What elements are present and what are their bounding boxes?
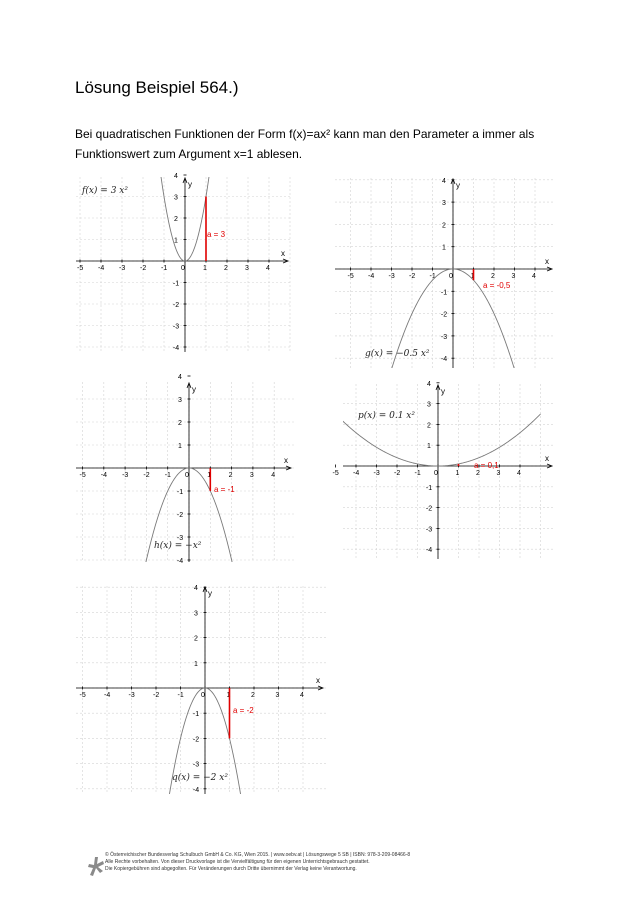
x-tick-label: 4 <box>266 265 270 272</box>
x-tick-label: -1 <box>414 470 421 477</box>
plot-f-x-axis-label: x <box>281 249 285 258</box>
y-tick-label: -1 <box>425 484 433 492</box>
y-tick-label: -3 <box>440 333 448 341</box>
y-tick-label: 1 <box>427 443 431 451</box>
y-tick-label: -4 <box>172 345 180 352</box>
x-tick-label: 4 <box>271 472 276 479</box>
x-tick-label: -2 <box>153 692 160 699</box>
x-tick-label: -3 <box>122 472 129 479</box>
y-tick-label: -1 <box>172 280 180 288</box>
x-tick-label: 0 <box>185 472 189 479</box>
plot-h-function-label: h(x) = −x² <box>154 541 202 551</box>
y-tick-label: 3 <box>174 194 178 202</box>
x-tick-label: -1 <box>177 692 184 699</box>
x-tick-label: 2 <box>491 273 495 280</box>
plot-p <box>332 380 555 559</box>
plot-p-x-axis-label: x <box>545 454 549 463</box>
y-tick-label: 1 <box>174 237 178 245</box>
x-tick-label: -4 <box>104 692 111 699</box>
y-tick-label: 4 <box>194 585 198 593</box>
footer-line-2: Alle Rechte vorbehalten. Von dieser Druckvorlage ist die Vervielfältigung für den eigenen Unterrichtsgebrauch gestattet. <box>105 859 370 865</box>
x-tick-label: 2 <box>251 692 255 699</box>
x-tick-label: 1 <box>226 692 231 699</box>
x-tick-label: 0 <box>181 265 185 272</box>
x-tick-label: -1 <box>164 472 171 479</box>
x-tick-label: 3 <box>245 265 249 272</box>
y-tick-label: 3 <box>178 397 182 404</box>
footer-line-3: Die Kopiergebühren sind abgegolten. Für Veränderungen durch Dritte übernimmt der Verlag keine Verantwortung. <box>105 866 357 872</box>
plot-p-function-label: p(x) = 0.1 x² <box>358 411 415 421</box>
x-tick-label: 0 <box>434 470 438 477</box>
plot-g-function-label: g(x) = −0.5 x² <box>365 349 430 359</box>
y-tick-label: -4 <box>176 558 184 565</box>
plot-f-y-axis-label: y <box>188 180 192 189</box>
y-tick-label: -2 <box>192 736 200 744</box>
y-tick-label: 2 <box>178 420 182 427</box>
x-tick-label: -4 <box>368 273 375 280</box>
plot-p-y-axis-label: y <box>441 387 445 396</box>
x-tick-label: -2 <box>409 273 416 280</box>
x-tick-label: 4 <box>300 692 304 699</box>
x-tick-label: -1 <box>429 273 436 280</box>
x-tick-label: -5 <box>79 472 86 479</box>
y-tick-label: -2 <box>176 512 184 519</box>
plot-q-x-axis-label: x <box>316 676 320 685</box>
y-tick-label: 1 <box>178 443 182 450</box>
plot-q-y-axis-label: y <box>208 589 212 598</box>
y-tick-label: 3 <box>427 401 431 409</box>
y-tick-label: 4 <box>427 380 431 388</box>
x-tick-label: 3 <box>496 470 501 477</box>
x-tick-label: -2 <box>143 472 150 479</box>
footer-line-1: © Österreichischer Bundesverlag Schulbuch GmbH & Co. KG, Wien 2015. | www.oebv.at | Lösungswege 5 SB | ISBN: 978-3-209-08466-8 <box>105 852 411 858</box>
x-tick-label: -3 <box>128 692 135 699</box>
y-tick-label: 3 <box>194 610 198 618</box>
y-tick-label: -1 <box>192 711 200 719</box>
y-tick-label: -3 <box>192 761 200 769</box>
plot-h-a-label: a = -1 <box>214 485 235 494</box>
x-tick-label: 1 <box>203 265 207 272</box>
y-tick-label: -1 <box>440 289 448 297</box>
y-tick-label: 2 <box>174 216 178 223</box>
y-tick-label: -4 <box>425 547 433 555</box>
plot-h <box>76 374 294 565</box>
plot-g-x-axis-label: x <box>545 257 549 266</box>
x-tick-label: -4 <box>100 472 108 479</box>
y-tick-label: -2 <box>440 311 448 319</box>
y-tick-label: 2 <box>194 635 198 643</box>
x-tick-label: -2 <box>140 265 147 272</box>
plot-q <box>76 586 326 794</box>
y-tick-label: -2 <box>172 302 180 309</box>
x-tick-label: 3 <box>249 472 254 479</box>
y-tick-label: -1 <box>176 489 184 496</box>
intro-text: Bei quadratischen Funktionen der Form f(x)=ax² kann man den Parameter a immer als Funktionswert zum Argument x=1 ablesen. <box>75 127 535 161</box>
y-tick-label: 2 <box>427 422 431 430</box>
y-tick-label: 1 <box>442 244 446 252</box>
x-tick-label: 3 <box>511 273 516 280</box>
y-tick-label: 3 <box>442 200 446 208</box>
x-tick-label: 4 <box>532 273 536 280</box>
plot-g-y-axis-label: y <box>456 181 460 190</box>
y-tick-label: 1 <box>194 660 198 668</box>
x-tick-label: -5 <box>77 265 84 272</box>
y-tick-label: -3 <box>172 323 180 331</box>
plot-h-x-axis-label: x <box>284 456 288 465</box>
y-tick-label: -2 <box>425 505 433 513</box>
plot-p-a-label: a = 0,1 <box>474 461 499 470</box>
plot-f <box>76 173 291 352</box>
x-tick-label: 1 <box>470 273 475 280</box>
publisher-logo-icon <box>88 857 104 877</box>
x-tick-label: 4 <box>517 470 521 477</box>
x-tick-label: 0 <box>449 273 453 280</box>
plot-q-a-label: a = -2 <box>233 706 254 715</box>
x-tick-label: 2 <box>228 472 233 479</box>
x-tick-label: -3 <box>119 265 126 272</box>
x-tick-label: -1 <box>161 265 168 272</box>
x-tick-label: 2 <box>476 470 480 477</box>
x-tick-label: 3 <box>275 692 280 699</box>
x-tick-label: -4 <box>353 470 360 477</box>
x-tick-label: 2 <box>224 265 228 272</box>
x-tick-label: -4 <box>98 265 105 272</box>
y-tick-label: 4 <box>442 177 446 185</box>
plot-q-grid <box>76 586 326 794</box>
plot-q-function-label: q(x) = −2 x² <box>172 773 228 783</box>
y-tick-label: -3 <box>176 535 184 542</box>
x-tick-label: -5 <box>79 692 86 699</box>
x-tick-label: -2 <box>394 470 401 477</box>
y-tick-label: -3 <box>425 526 433 534</box>
x-tick-label: 1 <box>207 472 212 479</box>
x-tick-label: -3 <box>373 470 380 477</box>
x-tick-label: -3 <box>388 273 395 280</box>
plot-g-a-label: a = -0,5 <box>483 281 511 290</box>
plot-h-y-axis-label: y <box>192 385 196 394</box>
footer-copyright <box>105 852 410 873</box>
y-tick-label: 4 <box>178 374 182 381</box>
y-tick-label: 2 <box>442 222 446 230</box>
x-tick-label: 0 <box>201 692 205 699</box>
x-tick-label: 1 <box>455 470 460 477</box>
plot-f-function-label: f(x) = 3 x² <box>82 186 128 196</box>
y-tick-label: 4 <box>174 173 178 180</box>
plot-g <box>335 178 555 368</box>
y-tick-label: -4 <box>440 356 448 364</box>
plot-f-a-label: a = 3 <box>207 230 226 239</box>
x-tick-label: -5 <box>332 470 339 477</box>
page-title: Lösung Beispiel 564.) <box>75 78 239 97</box>
y-tick-label: -4 <box>192 786 200 794</box>
x-tick-label: -5 <box>347 273 354 280</box>
